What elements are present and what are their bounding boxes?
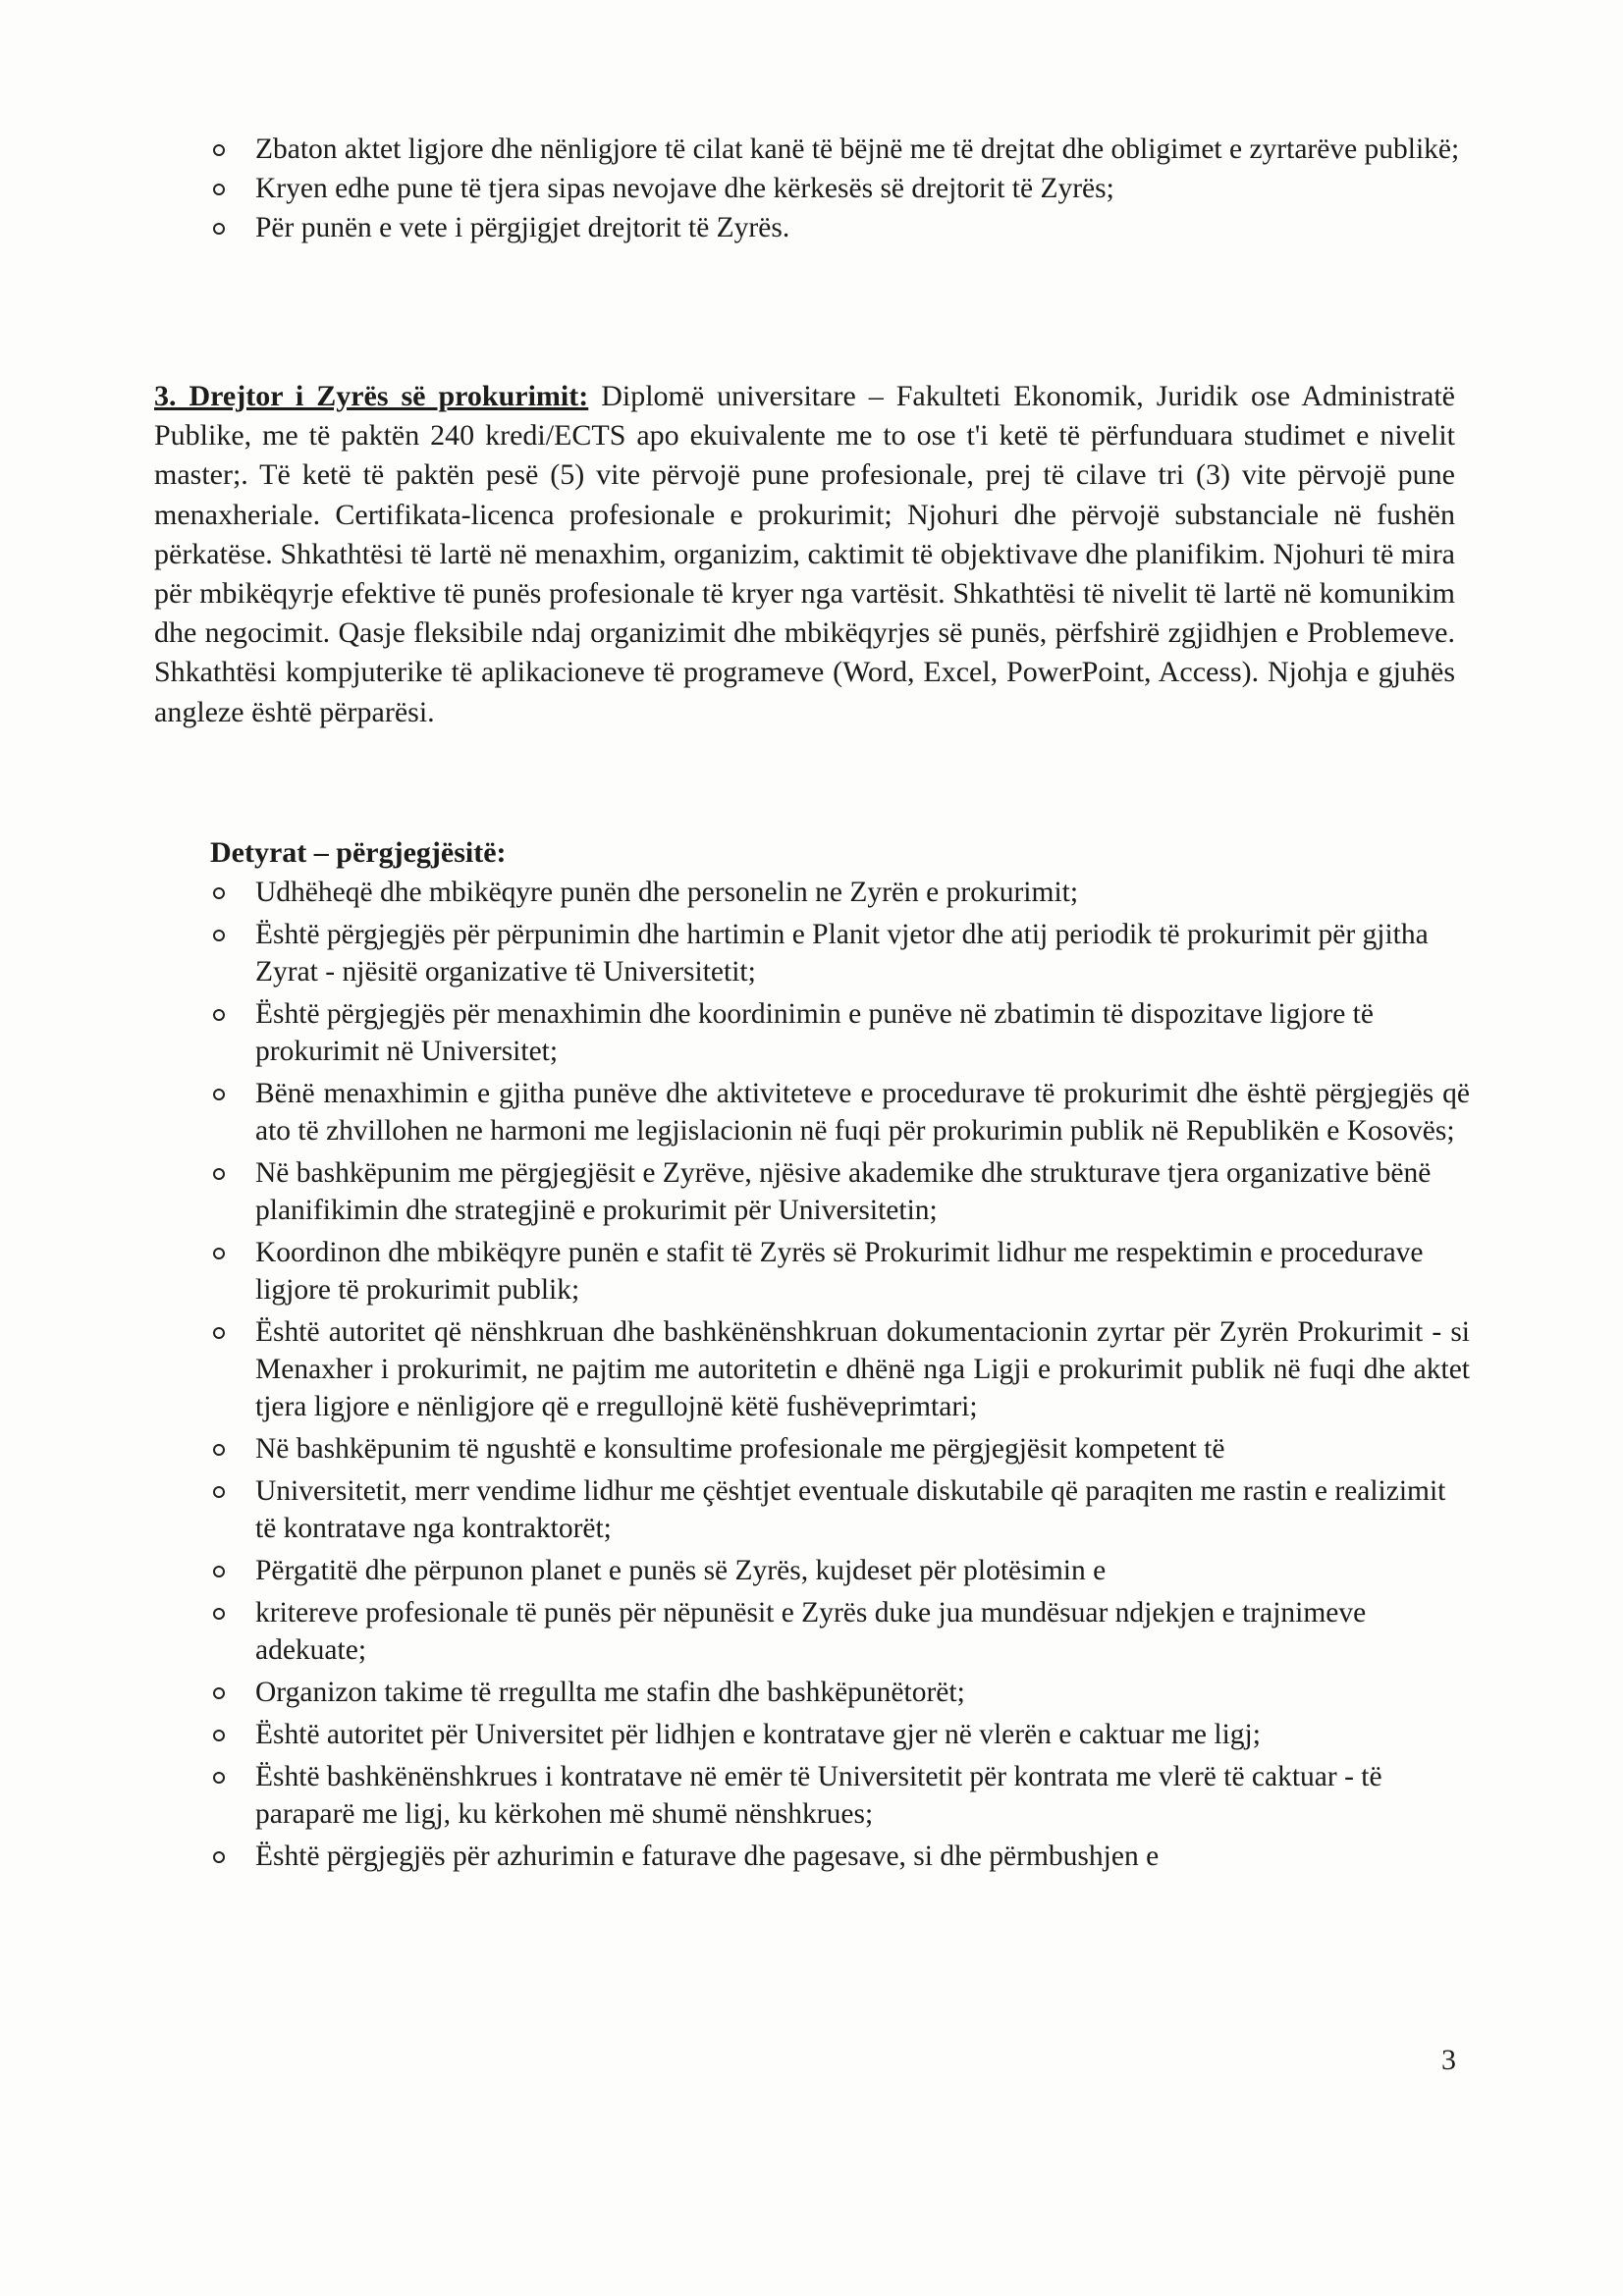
top-bullet-list	[154, 131, 1470, 248]
list-item: Është autoritet për Universitet për lidhjen e kontratave gjer në vlerën e caktuar me ligj;	[154, 1716, 1470, 1753]
list-item: Në bashkëpunim me përgjegjësit e Zyrëve, njësive akademike dhe strukturave tjera organizative bënë planifikimin dhe strategjinë e prokurimit për Universitetin;	[154, 1154, 1470, 1229]
duties-list	[154, 874, 1470, 1880]
list-item: Është përgjegjës për përpunimin dhe hartimin e Planit vjetor dhe atij periodik të prokurimit për gjitha Zyrat - njësitë organizative të Universitetit;	[154, 916, 1470, 990]
list-item: kritereve profesionale të punës për nëpunësit e Zyrës duke jua mundësuar ndjekjen e trajnimeve adekuate;	[154, 1594, 1470, 1669]
list-item: Universitetit, merr vendime lidhur me çështjet eventuale diskutabile që paraqiten me rastin e realizimit të kontratave nga kontraktorët;	[154, 1472, 1470, 1547]
list-item: Është bashkënënshkrues i kontratave në emër të Universitetit për kontrata me vlerë të caktuar - të paraparë me ligj, ku kërkohen më shumë nënshkrues;	[154, 1758, 1470, 1833]
list-item: Përgatitë dhe përpunon planet e punës së Zyrës, kujdeset për plotësimin e	[154, 1552, 1470, 1589]
list-item: Është autoritet që nënshkruan dhe bashkënënshkruan dokumentacionin zyrtar për Zyrën Prokurimit - si Menaxher i prokurimit, ne pajtim me autoritetin e dhënë nga Ligji e prokurimit publik në fuqi dhe aktet tjera ligjore e nënligjore që e rregullojnë këtë fushëveprimtari;	[154, 1313, 1470, 1425]
list-item: Në bashkëpunim të ngushtë e konsultime profesionale me përgjegjësit kompetent të	[154, 1430, 1470, 1468]
list-item: Udhëheqë dhe mbikëqyre punën dhe personelin ne Zyrën e prokurimit;	[154, 874, 1470, 911]
duties-heading: Detyrat – përgjegjësitë:	[210, 836, 507, 869]
list-item: Kryen edhe pune të tjera sipas nevojave dhe kërkesës së drejtorit të Zyrës;	[154, 170, 1470, 207]
list-item: Koordinon dhe mbikëqyre punën e stafit të Zyrës së Prokurimit lidhur me respektimin e procedurave ligjore të prokurimit publik;	[154, 1234, 1470, 1308]
list-item: Është përgjegjës për menaxhimin dhe koordinimin e punëve në zbatimin të dispozitave ligjore të prokurimit në Universitet;	[154, 995, 1470, 1070]
section-3-title: 3. Drejtor i Zyrës së prokurimit:	[154, 380, 589, 412]
list-item: Bënë menaxhimin e gjitha punëve dhe aktiviteteve e procedurave të prokurimit dhe është përgjegjës që ato të zhvillohen ne harmoni me legjislacionin në fuqi për prokurimin publik në Republikën e Kosovës;	[154, 1075, 1470, 1149]
page-number: 3	[1441, 2044, 1456, 2076]
list-item: Organizon takime të rregullta me stafin dhe bashkëpunëtorët;	[154, 1674, 1470, 1711]
list-item: Është përgjegjës për azhurimin e faturave dhe pagesave, si dhe përmbushjen e	[154, 1838, 1470, 1875]
list-item: Zbaton aktet ligjore dhe nënligjore të cilat kanë të bëjnë me të drejtat dhe obligimet e zyrtarëve publikë;	[154, 131, 1470, 168]
section-3-text: Diplomë universitare – Fakulteti Ekonomik, Juridik ose Administratë Publike, me të paktën 240 kredi/ECTS apo ekuivalente me to ose t'i ketë të përfunduara studimet e nivelit master;. Të ketë të paktën pesë (5) vite përvojë pune profesionale, prej të cilave tri (3) vite përvojë pune menaxheriale. Certifikata-licenca profesionale e prokurimit; Njohuri dhe përvojë substanciale në fushën përkatëse. Shkathtësi të lartë në menaxhim, organizim, caktimit të objektivave dhe planifikim. Njohuri të mira për mbikëqyrje efektive të punës profesionale të kryer nga vartësit. Shkathtësi të nivelit të lartë në komunikim dhe negocimit. Qasje fleksibile ndaj organizimit dhe mbikëqyrjes së punës, përfshirë zgjidhjen e Problemeve. Shkathtësi kompjuterike të aplikacioneve të programeve (Word, Excel, PowerPoint, Access). Njohja e gjuhës angleze është përparësi.	[154, 380, 1455, 728]
list-item: Për punën e vete i përgjigjet drejtorit të Zyrës.	[154, 209, 1470, 246]
section-3-paragraph	[154, 377, 1455, 732]
